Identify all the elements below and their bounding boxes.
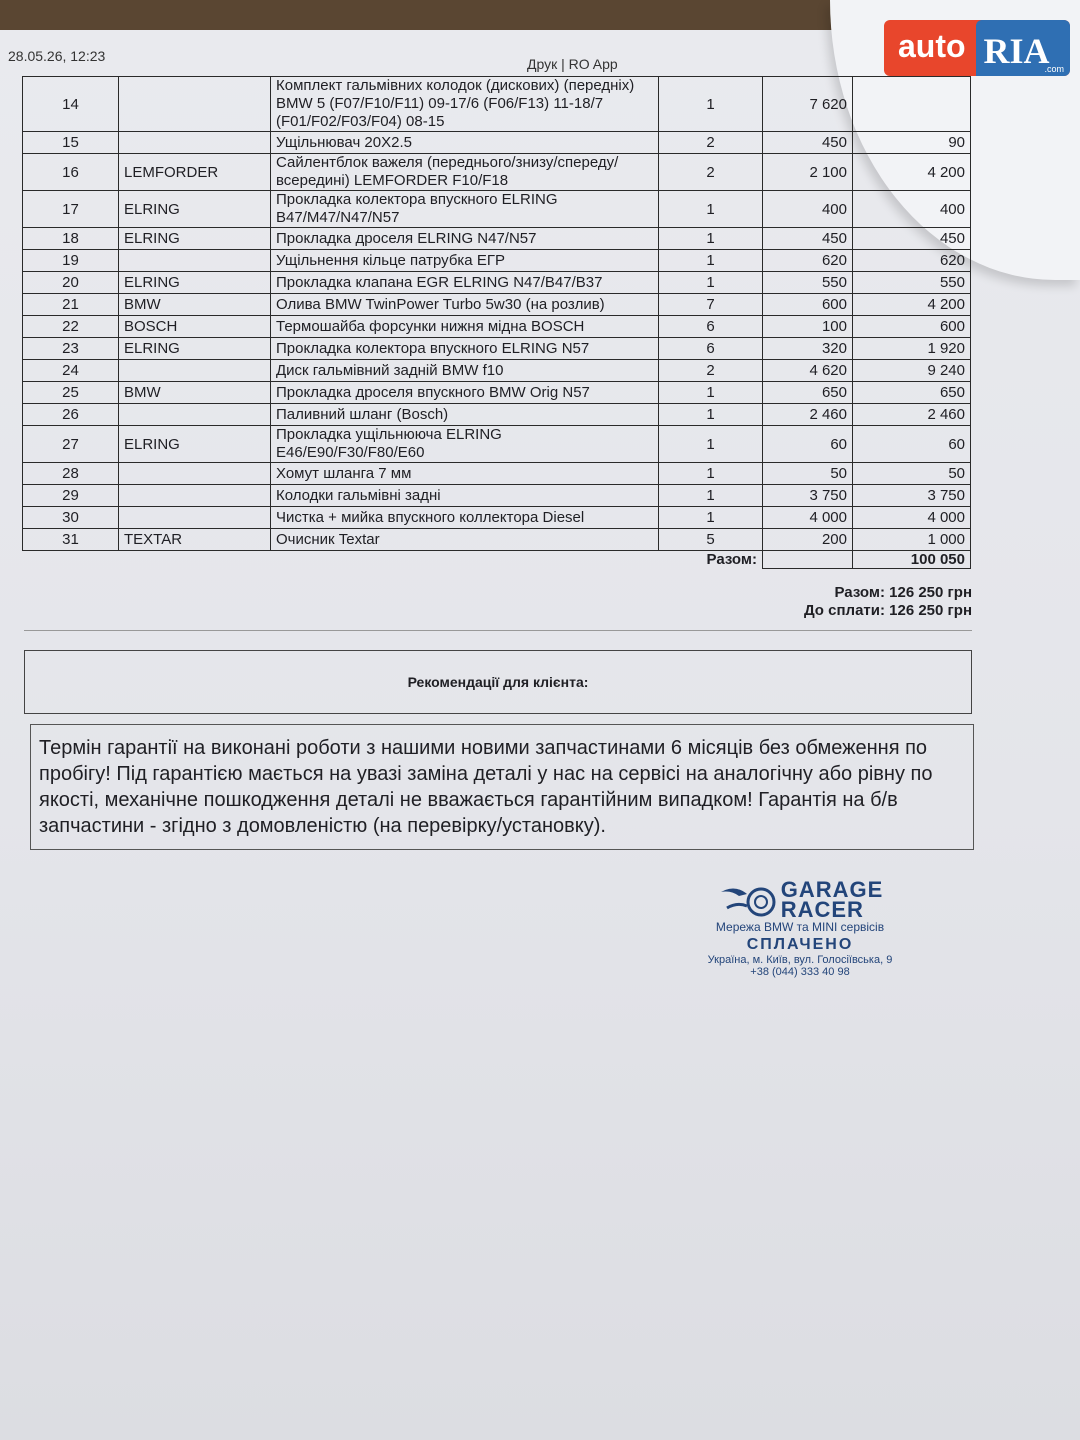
row-quantity: 6 [659, 338, 763, 360]
row-brand [119, 132, 271, 154]
row-price: 620 [763, 250, 853, 272]
row-brand [119, 250, 271, 272]
table-row [23, 507, 971, 529]
row-sum: 600 [853, 316, 971, 338]
row-number: 27 [23, 426, 119, 463]
row-quantity: 5 [659, 529, 763, 551]
table-row [23, 485, 971, 507]
row-sum: 450 [853, 228, 971, 250]
warranty-terms: Термін гарантії на виконані роботи з нашими новими запчастинами 6 місяців без обмеження по пробігу! Під гарантією мається на увазі заміна деталі у нас на сервісі на аналогічну або рівну по якості, механічне пошкодження деталі не вважається гарантійним випадком! Гарантія на б/в запчастини - згідно з домовленістю (на перевірку/установку). [30, 724, 974, 850]
row-description: Прокладка дроселя ELRING N47/N57 [271, 228, 659, 250]
row-description: Прокладка колектора впускного ELRING N57 [271, 338, 659, 360]
table-row [23, 272, 971, 294]
grand-total: Разом: 126 250 грн [834, 584, 972, 601]
amount-to-pay: До сплати: 126 250 грн [803, 602, 972, 619]
row-sum: 4 200 [853, 294, 971, 316]
payment-summary [804, 584, 972, 620]
row-number: 19 [23, 250, 119, 272]
row-description: Паливний шланг (Bosch) [271, 404, 659, 426]
row-brand: BMW [119, 382, 271, 404]
recommendations-label: Рекомендації для клієнта: [407, 674, 589, 690]
row-quantity: 1 [659, 382, 763, 404]
garage-racer-logo-icon [717, 880, 781, 920]
row-description: Термошайба форсунки нижня мідна BOSCH [271, 316, 659, 338]
row-price: 450 [763, 132, 853, 154]
row-brand [119, 463, 271, 485]
row-brand [119, 404, 271, 426]
row-number: 31 [23, 529, 119, 551]
row-description: Комплект гальмівних колодок (дискових) (передніх) BMW 5 (F07/F10/F11) 09-17/6 (F06/F13) 11-18/7 (F01/F02/F03/F04) 08-15 [271, 77, 659, 132]
table-row [23, 191, 971, 228]
row-brand: ELRING [119, 338, 271, 360]
row-price: 550 [763, 272, 853, 294]
row-number: 20 [23, 272, 119, 294]
row-price: 600 [763, 294, 853, 316]
row-description: Очисник Textar [271, 529, 659, 551]
table-row [23, 77, 971, 132]
row-sum: 90 [853, 132, 971, 154]
row-quantity: 1 [659, 272, 763, 294]
row-brand: ELRING [119, 426, 271, 463]
table-row [23, 250, 971, 272]
row-price: 200 [763, 529, 853, 551]
row-brand: TEXTAR [119, 529, 271, 551]
row-quantity: 1 [659, 250, 763, 272]
row-price: 50 [763, 463, 853, 485]
row-quantity: 1 [659, 404, 763, 426]
logo-ria-word: RIA [983, 31, 1050, 71]
parts-table [22, 76, 971, 569]
row-sum: 650 [853, 382, 971, 404]
row-number: 15 [23, 132, 119, 154]
row-sum: 550 [853, 272, 971, 294]
row-price: 4 000 [763, 507, 853, 529]
row-quantity: 2 [659, 132, 763, 154]
row-description: Хомут шланга 7 мм [271, 463, 659, 485]
row-description: Ущільнення кільце патрубка ЕГР [271, 250, 659, 272]
row-description: Диск гальмівний задній BMW f10 [271, 360, 659, 382]
row-brand: ELRING [119, 191, 271, 228]
stamp-name-line2: RACER [780, 897, 864, 922]
stamp-name-line1: GARAGE [780, 877, 884, 902]
divider [24, 630, 972, 631]
subtotal-label: Разом: [706, 551, 757, 569]
row-quantity: 1 [659, 228, 763, 250]
row-description: Прокладка колектора впускного ELRING B47/M47/N47/N57 [271, 191, 659, 228]
row-sum: 60 [853, 426, 971, 463]
row-description: Колодки гальмівні задні [271, 485, 659, 507]
table-row [23, 294, 971, 316]
row-number: 21 [23, 294, 119, 316]
row-sum: 3 750 [853, 485, 971, 507]
table-row [23, 426, 971, 463]
table-row [23, 132, 971, 154]
table-row [23, 463, 971, 485]
row-price: 450 [763, 228, 853, 250]
row-quantity: 7 [659, 294, 763, 316]
table-row [23, 404, 971, 426]
row-sum: 4 200 [853, 154, 971, 191]
row-number: 16 [23, 154, 119, 191]
row-quantity: 1 [659, 485, 763, 507]
row-number: 25 [23, 382, 119, 404]
row-brand [119, 507, 271, 529]
logo-ria-text [976, 20, 1070, 76]
row-price: 3 750 [763, 485, 853, 507]
row-price: 650 [763, 382, 853, 404]
row-sum: 620 [853, 250, 971, 272]
row-description: Прокладка клапана EGR ELRING N47/B47/B37 [271, 272, 659, 294]
row-price: 400 [763, 191, 853, 228]
row-quantity: 1 [659, 463, 763, 485]
stamp-company-name [780, 877, 884, 922]
row-quantity: 1 [659, 426, 763, 463]
row-number: 23 [23, 338, 119, 360]
table-row [23, 382, 971, 404]
row-sum: 50 [853, 463, 971, 485]
row-quantity: 2 [659, 154, 763, 191]
table-row [23, 529, 971, 551]
table-row [23, 338, 971, 360]
row-sum: 4 000 [853, 507, 971, 529]
row-description: Прокладка ущільнююча ELRING E46/E90/F30/F80/E60 [271, 426, 659, 463]
row-sum: 1 920 [853, 338, 971, 360]
paid-stamp [700, 877, 900, 978]
subtotal-row [23, 551, 971, 569]
row-price: 2 100 [763, 154, 853, 191]
row-brand: ELRING [119, 228, 271, 250]
row-description: Сайлентблок важеля (переднього/знизу/спереду/всередині) LEMFORDER F10/F18 [271, 154, 659, 191]
row-number: 26 [23, 404, 119, 426]
row-description: Ущільнювач 20X2.5 [271, 132, 659, 154]
print-datetime: 28.05.26, 12:23 [8, 48, 106, 64]
row-description: Прокладка дроселя впускного BMW Orig N57 [271, 382, 659, 404]
row-brand: ELRING [119, 272, 271, 294]
row-price: 320 [763, 338, 853, 360]
stamp-paid: СПЛАЧЕНО [746, 936, 854, 953]
autoria-logo [884, 20, 1070, 76]
row-number: 28 [23, 463, 119, 485]
table-row [23, 316, 971, 338]
stamp-address: Україна, м. Київ, вул. Голосіївська, 9 [707, 954, 893, 966]
row-brand: BOSCH [119, 316, 271, 338]
row-quantity: 1 [659, 77, 763, 132]
row-number: 22 [23, 316, 119, 338]
row-brand: BMW [119, 294, 271, 316]
row-sum: 1 000 [853, 529, 971, 551]
stamp-brand [700, 877, 900, 922]
logo-domain: .com [1044, 64, 1064, 74]
table-row [23, 228, 971, 250]
row-brand [119, 77, 271, 132]
row-number: 24 [23, 360, 119, 382]
row-number: 18 [23, 228, 119, 250]
row-price: 7 620 [763, 77, 853, 132]
row-price: 100 [763, 316, 853, 338]
row-number: 29 [23, 485, 119, 507]
stamp-network: Мережа BMW та MINI сервісів [715, 920, 885, 934]
row-price: 4 620 [763, 360, 853, 382]
row-number: 30 [23, 507, 119, 529]
row-quantity: 1 [659, 507, 763, 529]
print-app-title: Друк | RO App [527, 56, 618, 72]
row-description: Чистка + мийка впускного коллектора Diesel [271, 507, 659, 529]
row-description: Олива BMW TwinPower Turbo 5w30 (на розлив) [271, 294, 659, 316]
stamp-phone: +38 (044) 333 40 98 [750, 966, 850, 978]
parts-table-body [23, 77, 971, 551]
row-sum [853, 77, 971, 132]
recommendations-box [24, 650, 972, 714]
row-number: 14 [23, 77, 119, 132]
row-sum: 400 [853, 191, 971, 228]
row-quantity: 6 [659, 316, 763, 338]
row-sum: 9 240 [853, 360, 971, 382]
row-brand: LEMFORDER [119, 154, 271, 191]
row-number: 17 [23, 191, 119, 228]
row-brand [119, 360, 271, 382]
row-quantity: 1 [659, 191, 763, 228]
table-row [23, 360, 971, 382]
logo-auto-text: auto [898, 28, 966, 64]
row-brand [119, 485, 271, 507]
table-row [23, 154, 971, 191]
row-price: 60 [763, 426, 853, 463]
row-quantity: 2 [659, 360, 763, 382]
row-sum: 2 460 [853, 404, 971, 426]
subtotal-value: 100 050 [853, 551, 971, 569]
row-price: 2 460 [763, 404, 853, 426]
